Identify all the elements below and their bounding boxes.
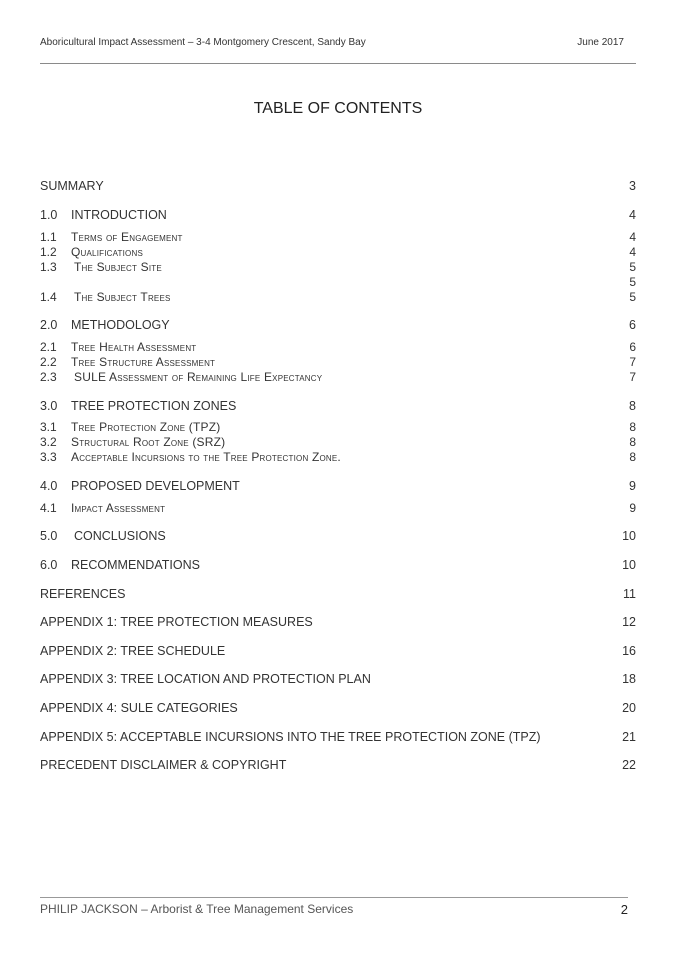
toc-entry-number: 3.0: [40, 399, 58, 413]
toc-entry-appendix-2[interactable]: [40, 643, 636, 659]
toc-entry-methodology[interactable]: [40, 317, 636, 333]
footer-text: PHILIP JACKSON – Arborist & Tree Management Services: [40, 902, 354, 916]
toc-entry-tree-protection-zones[interactable]: [40, 398, 636, 414]
toc-entry-page: 8: [629, 435, 636, 449]
footer-divider: [40, 897, 628, 898]
toc-entry-number: 4.1: [40, 501, 57, 515]
toc-entry-terms-of-engagement[interactable]: [40, 229, 636, 245]
toc-entry-number: 1.0: [40, 208, 58, 222]
page-number: 2: [620, 902, 628, 917]
toc-entry-page: 20: [622, 701, 636, 715]
toc-entry-page: 6: [629, 340, 636, 354]
toc-entry-number: 2.2: [40, 355, 57, 369]
toc-entry-appendix-4[interactable]: [40, 700, 636, 716]
toc-entry-number: 3.3: [40, 450, 57, 464]
toc-entry-page: 5: [629, 275, 636, 289]
toc-entry-disclaimer[interactable]: [40, 757, 636, 773]
toc-entry-blank[interactable]: [40, 274, 636, 290]
toc-entry-text: RECOMMENDATIONS: [71, 558, 200, 572]
toc-entry-page: 16: [622, 644, 636, 658]
toc-entry-text: Impact Assessment: [71, 501, 166, 515]
toc-entry-text: Qualifications: [71, 245, 143, 259]
toc-entry-number: 4.0: [40, 479, 58, 493]
toc-entry-number: 3.1: [40, 420, 57, 434]
toc-entry-number: 3.2: [40, 435, 57, 449]
toc-entry-number: 1.2: [40, 245, 57, 259]
header-divider: [40, 63, 636, 64]
toc-entry-page: 22: [622, 758, 636, 772]
toc-entry-page: 12: [622, 615, 636, 629]
toc-entry-page: 5: [629, 260, 636, 274]
toc-entry-text: APPENDIX 4: SULE CATEGORIES: [40, 701, 238, 715]
toc-entry-proposed-development[interactable]: [40, 478, 636, 494]
toc-entry-number: 1.1: [40, 230, 57, 244]
toc-entry-number: 2.0: [40, 318, 58, 332]
toc-entry-introduction[interactable]: [40, 207, 636, 223]
toc-entry-text: INTRODUCTION: [71, 208, 167, 222]
toc-entry-text: SULE Assessment of Remaining Life Expectancy: [74, 370, 323, 384]
toc-entry-text: SUMMARY: [40, 179, 104, 193]
toc-entry-page: 7: [629, 355, 636, 369]
toc-entry-page: 4: [629, 230, 636, 244]
toc-entry-text: PROPOSED DEVELOPMENT: [71, 479, 240, 493]
header-date: June 2017: [577, 37, 624, 48]
toc-entry-page: 3: [629, 179, 636, 193]
toc-entry-page: 5: [629, 290, 636, 304]
toc-entry-conclusions[interactable]: [40, 528, 636, 544]
toc-entry-impact-assessment[interactable]: [40, 500, 636, 516]
toc-entry-subject-site[interactable]: [40, 259, 636, 275]
toc-entry-page: 7: [629, 370, 636, 384]
toc-entry-number: 2.3: [40, 370, 57, 384]
header-title: Aboricultural Impact Assessment – 3-4 Montgomery Crescent, Sandy Bay: [40, 37, 366, 48]
toc-entry-number: 6.0: [40, 558, 58, 572]
toc-entry-appendix-5[interactable]: [40, 729, 636, 745]
toc-entry-text: Structural Root Zone (SRZ): [71, 435, 226, 449]
toc-entry-number: 5.0: [40, 529, 58, 543]
toc-entry-text: REFERENCES: [40, 587, 126, 601]
toc-entry-text: CONCLUSIONS: [74, 529, 166, 543]
toc-entry-page: 21: [622, 730, 636, 744]
toc-entry-appendix-1[interactable]: [40, 614, 636, 630]
toc-entry-text: APPENDIX 5: ACCEPTABLE INCURSIONS INTO THE TREE PROTECTION ZONE (TPZ): [40, 730, 541, 744]
toc-entry-page: 10: [622, 529, 636, 543]
toc-entry-page: 6: [629, 318, 636, 332]
toc-entry-text: Tree Structure Assessment: [71, 355, 216, 369]
toc-entry-tpz[interactable]: [40, 419, 636, 435]
toc-entry-tree-structure[interactable]: [40, 354, 636, 370]
toc-entry-page: 18: [622, 672, 636, 686]
toc-entry-page: 8: [629, 420, 636, 434]
toc-entry-text: METHODOLOGY: [71, 318, 170, 332]
toc-entry-text: Tree Health Assessment: [71, 340, 197, 354]
toc-entry-text: Acceptable Incursions to the Tree Protection Zone.: [71, 450, 341, 464]
toc-entry-qualifications[interactable]: [40, 244, 636, 260]
toc-entry-sule-assessment[interactable]: [40, 369, 636, 385]
toc-entry-text: The Subject Trees: [74, 290, 171, 304]
toc-title: TABLE OF CONTENTS: [253, 100, 423, 117]
toc-entry-text: APPENDIX 3: TREE LOCATION AND PROTECTION PLAN: [40, 672, 371, 686]
toc-entry-text: The Subject Site: [74, 260, 162, 274]
toc-entry-text: TREE PROTECTION ZONES: [71, 399, 237, 413]
toc-entry-text: Tree Protection Zone (TPZ): [71, 420, 221, 434]
toc-entry-number: 2.1: [40, 340, 57, 354]
toc-entry-srz[interactable]: [40, 434, 636, 450]
toc-entry-page: 9: [629, 501, 636, 515]
toc-entry-page: 9: [629, 479, 636, 493]
toc-entry-tree-health[interactable]: [40, 339, 636, 355]
toc-entry-number: 1.3: [40, 260, 57, 274]
toc-entry-appendix-3[interactable]: [40, 671, 636, 687]
toc-entry-text: PRECEDENT DISCLAIMER & COPYRIGHT: [40, 758, 287, 772]
toc-entry-text: APPENDIX 2: TREE SCHEDULE: [40, 644, 226, 658]
toc-entry-page: 11: [623, 587, 636, 601]
toc-entry-text: Terms of Engagement: [71, 230, 183, 244]
toc-entry-page: 4: [629, 245, 636, 259]
toc-entry-page: 8: [629, 399, 636, 413]
toc-entry-text: APPENDIX 1: TREE PROTECTION MEASURES: [40, 615, 313, 629]
toc-entry-page: 10: [622, 558, 636, 572]
toc-entry-recommendations[interactable]: [40, 557, 636, 573]
toc-entry-page: 8: [629, 450, 636, 464]
toc-entry-page: 4: [629, 208, 636, 222]
toc-entry-summary[interactable]: [40, 178, 636, 194]
toc-entry-references[interactable]: [40, 586, 636, 602]
toc-entry-acceptable-incursions[interactable]: [40, 449, 636, 465]
toc-entry-number: 1.4: [40, 290, 57, 304]
toc-entry-subject-trees[interactable]: [40, 289, 636, 305]
